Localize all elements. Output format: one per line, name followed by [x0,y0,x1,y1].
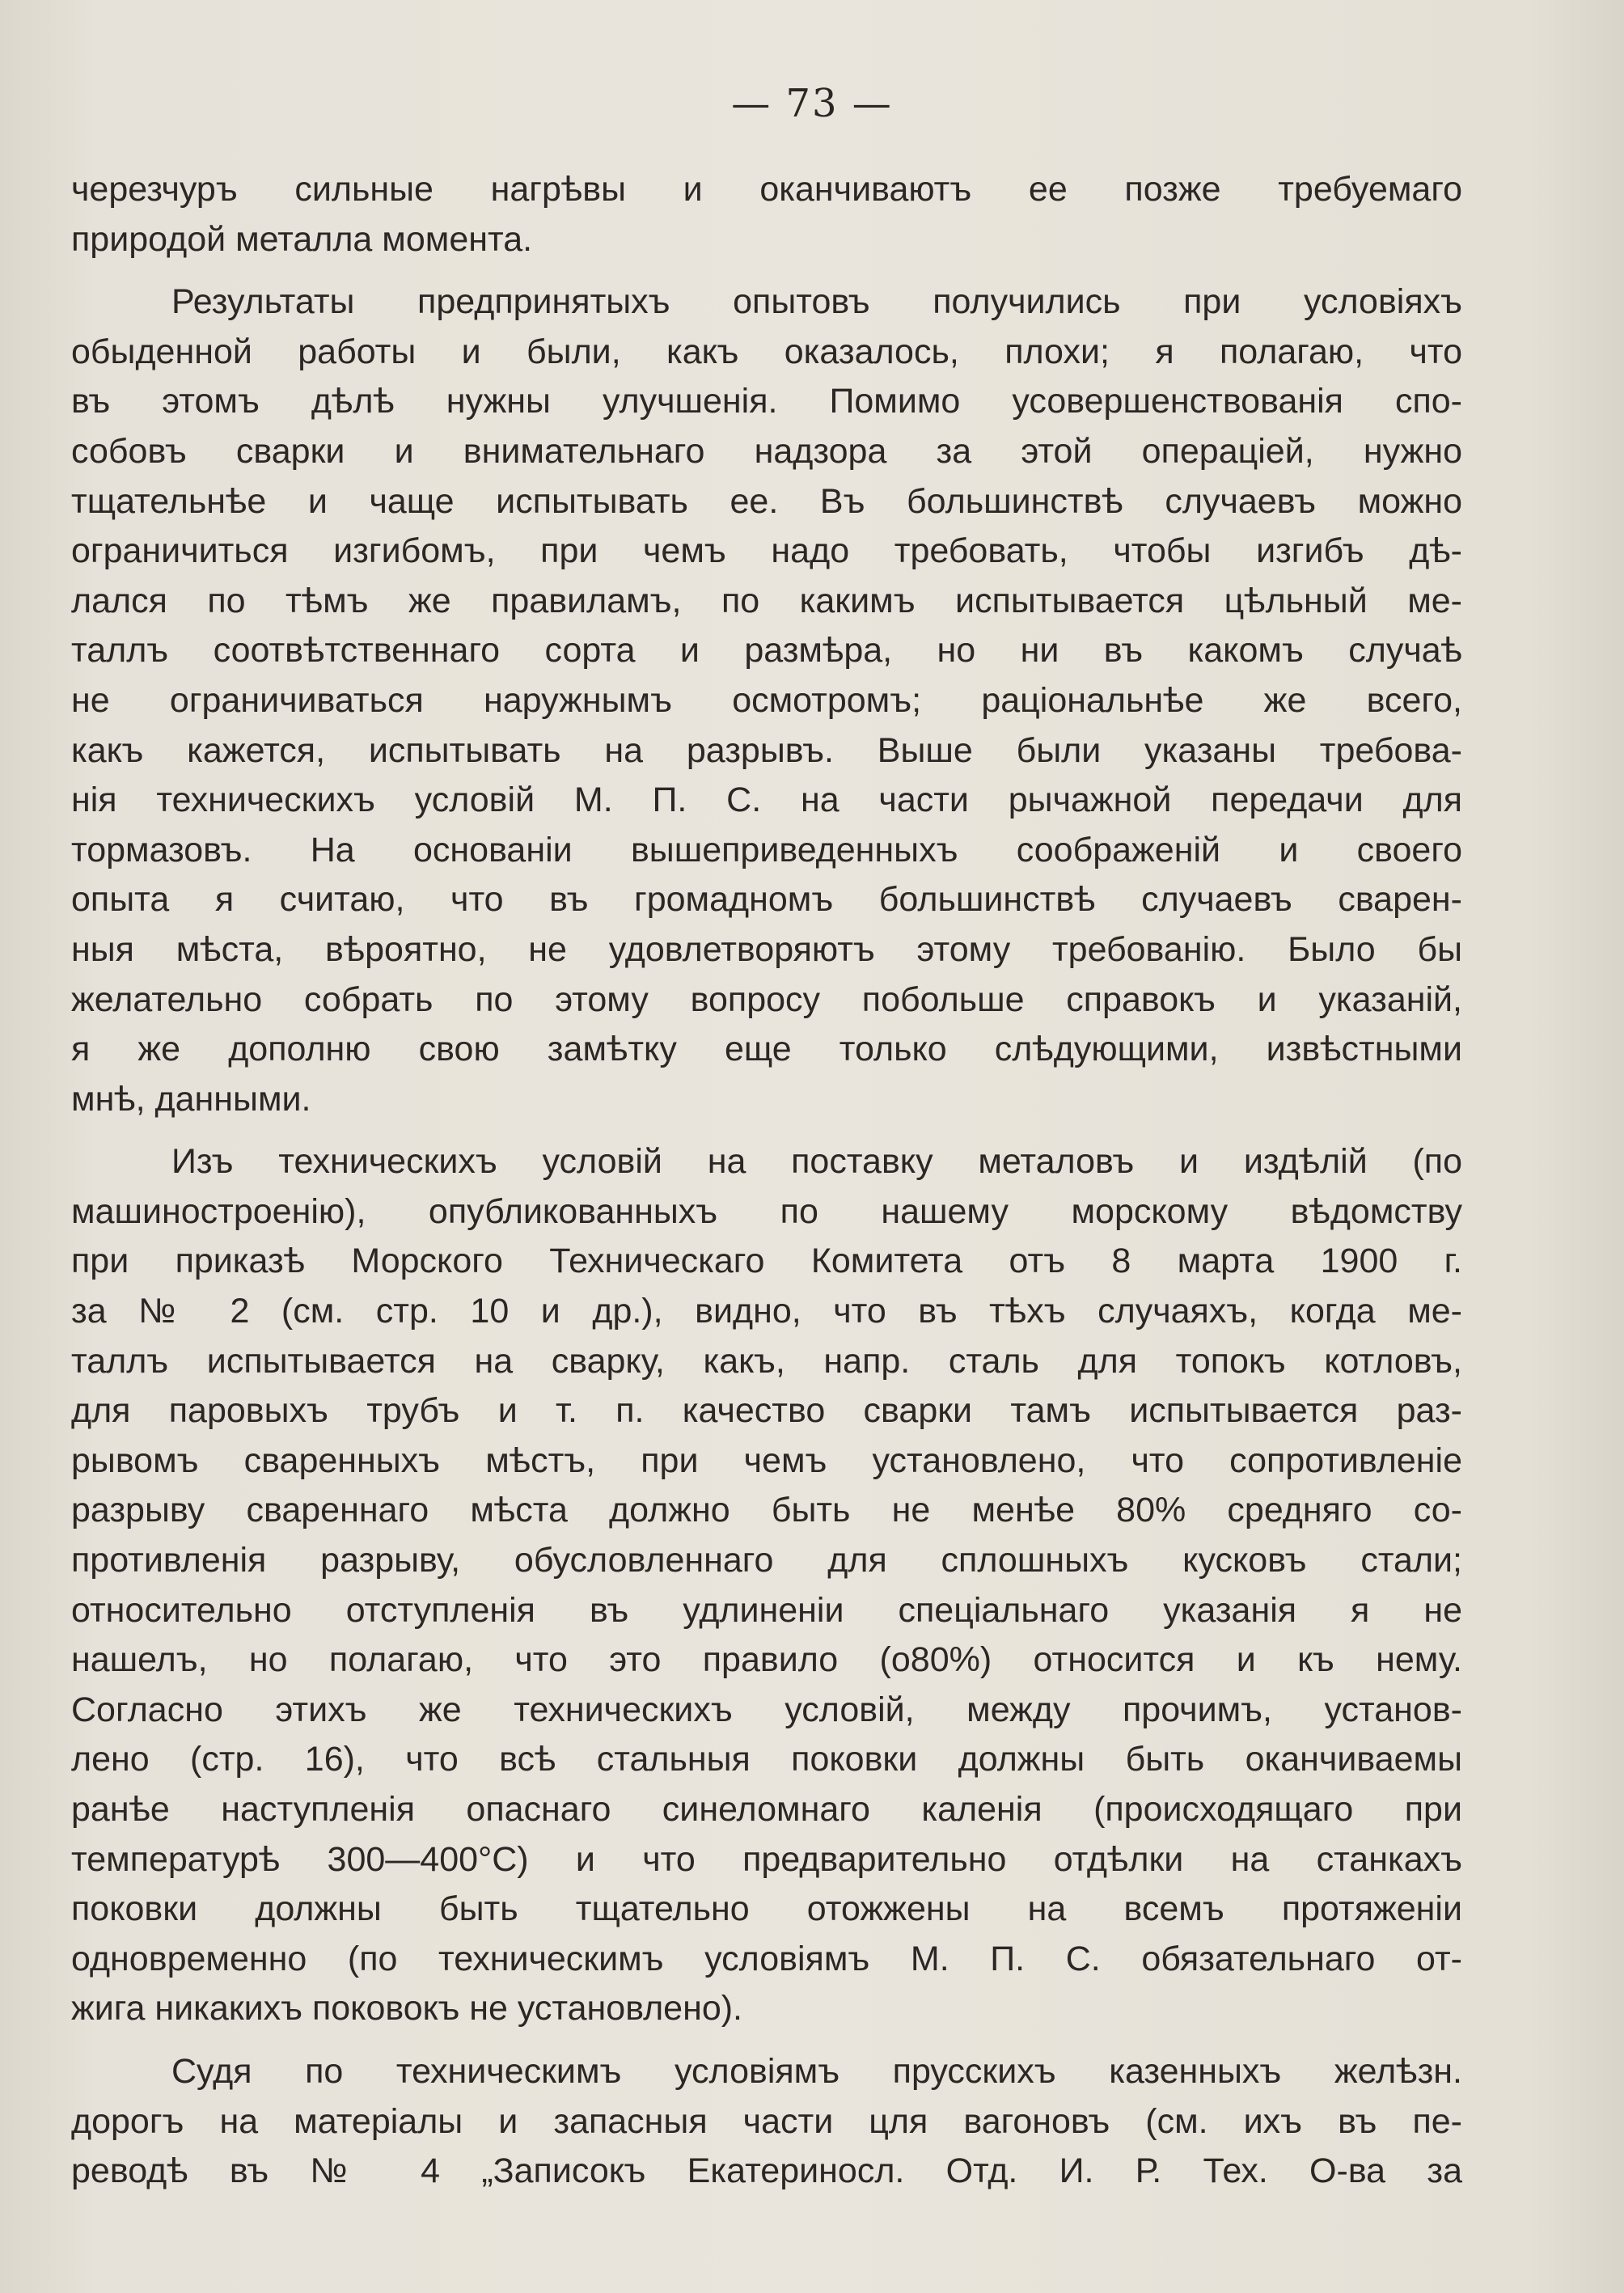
text-line: лался по тѣмъ же правиламъ, по какимъ испытывается цѣльный ме- [71,581,1462,620]
text-line: жига никакихъ поковокъ не установлено). [71,1989,742,2029]
paragraph [71,165,1462,264]
text-line: тщательнѣе и чаще испытывать ее. Въ большинствѣ случаевъ можно [71,481,1462,521]
text-line: ранѣе наступленія опаснаго синеломнаго каленія (происходящаго при [71,1790,1462,1829]
text-line: тормазовъ. На основаніи вышеприведенныхъ соображеній и своего [71,830,1462,869]
text-line: я же дополню свою замѣтку еще только слѣдующими, извѣстными [71,1030,1462,1069]
paragraph [71,2047,1462,2197]
body-text [71,165,1462,2197]
text-line: желательно собрать по этому вопросу побольше справокъ и указаній, [71,979,1462,1019]
text-line: для паровыхъ трубъ и т. п. качество сварки тамъ испытывается раз- [71,1391,1462,1431]
text-line: температурѣ 300—400°С) и что предварительно отдѣлки на станкахъ [71,1839,1462,1879]
text-line: машиностроенію), опубликованныхъ по нашему морскому вѣдомству [71,1191,1462,1231]
text-line: нашелъ, но полагаю, что это правило (о80%) относится и къ нему. [71,1640,1462,1680]
text-line: ограничиться изгибомъ, при чемъ надо требовать, чтобы изгибъ дѣ- [71,531,1462,571]
text-line: таллъ соотвѣтственнаго сорта и размѣра, но ни въ какомъ случаѣ [71,631,1462,671]
paragraph-gap [71,264,1462,277]
text-line: не ограничиваться наружнымъ осмотромъ; раціональнѣе же всего, [71,680,1462,720]
text-line: относительно отступленія въ удлиненіи спеціальнаго указанія я не [71,1590,1462,1630]
paragraph [71,277,1462,1124]
text-line: за № 2 (см. стр. 10 и др.), видно, что въ тѣхъ случаяхъ, когда ме- [71,1292,1462,1331]
paragraph-gap [71,1124,1462,1137]
page-number: — 73 — [731,81,893,126]
paragraph [71,1137,1462,2034]
text-line: реводѣ въ № 4 „Записокъ Екатериносл. Отд. И. Р. Тех. О-ва за [71,2151,1462,2191]
text-line: черезчуръ сильные нагрѣвы и оканчиваютъ ее позже требуемаго [71,170,1462,209]
text-line: Изъ техническихъ условій на поставку металовъ и издѣлій (по [171,1142,1462,1182]
text-line: лено (стр. 16), что всѣ стальныя поковки должны быть оканчиваемы [71,1740,1462,1779]
text-line: природой металла момента. [71,219,533,259]
text-line: нія техническихъ условій М. П. С. на части рычажной передачи для [71,781,1462,820]
text-line: Согласно этихъ же техническихъ условій, между прочимъ, установ- [71,1690,1462,1729]
text-line: собовъ сварки и внимательнаго надзора за этой операціей, нужно [71,431,1462,471]
text-line: одновременно (по техническимъ условіямъ М. П. С. обязательнаго от- [71,1939,1462,1978]
text-line: опыта я считаю, что въ громадномъ большинствѣ случаевъ сварен- [71,880,1462,920]
text-line: мнѣ, данными. [71,1079,311,1119]
text-line: какъ кажется, испытывать на разрывъ. Выше были указаны требова- [71,730,1462,770]
text-line: противленія разрыву, обусловленнаго для сплошныхъ кусковъ стали; [71,1541,1462,1580]
text-line: въ этомъ дѣлѣ нужны улучшенія. Помимо усовершенствованія спо- [71,382,1462,421]
text-line: разрыву свареннаго мѣста должно быть не менѣе 80% средняго со- [71,1491,1462,1530]
text-line: таллъ испытывается на сварку, какъ, напр. сталь для топокъ котловъ, [71,1341,1462,1381]
text-line: Результаты предпринятыхъ опытовъ получились при условіяхъ [171,282,1462,322]
text-line: дорогъ на матеріалы и запасныя части цля вагоновъ (см. ихъ въ пе- [71,2101,1462,2141]
text-line: при приказѣ Морского Техническаго Комитета отъ 8 марта 1900 г. [71,1242,1462,1281]
text-line: рывомъ сваренныхъ мѣстъ, при чемъ установлено, что сопротивленіе [71,1441,1462,1480]
text-line: ныя мѣста, вѣроятно, не удовлетворяютъ этому требованію. Было бы [71,929,1462,969]
paragraph-gap [71,2034,1462,2047]
text-line: поковки должны быть тщательно отожжены на всемъ протяженіи [71,1889,1462,1929]
text-line: Судя по техническимъ условіямъ прусскихъ казенныхъ желѣзн. [171,2051,1462,2091]
text-line: обыденной работы и были, какъ оказалось, плохи; я полагаю, что [71,332,1462,371]
